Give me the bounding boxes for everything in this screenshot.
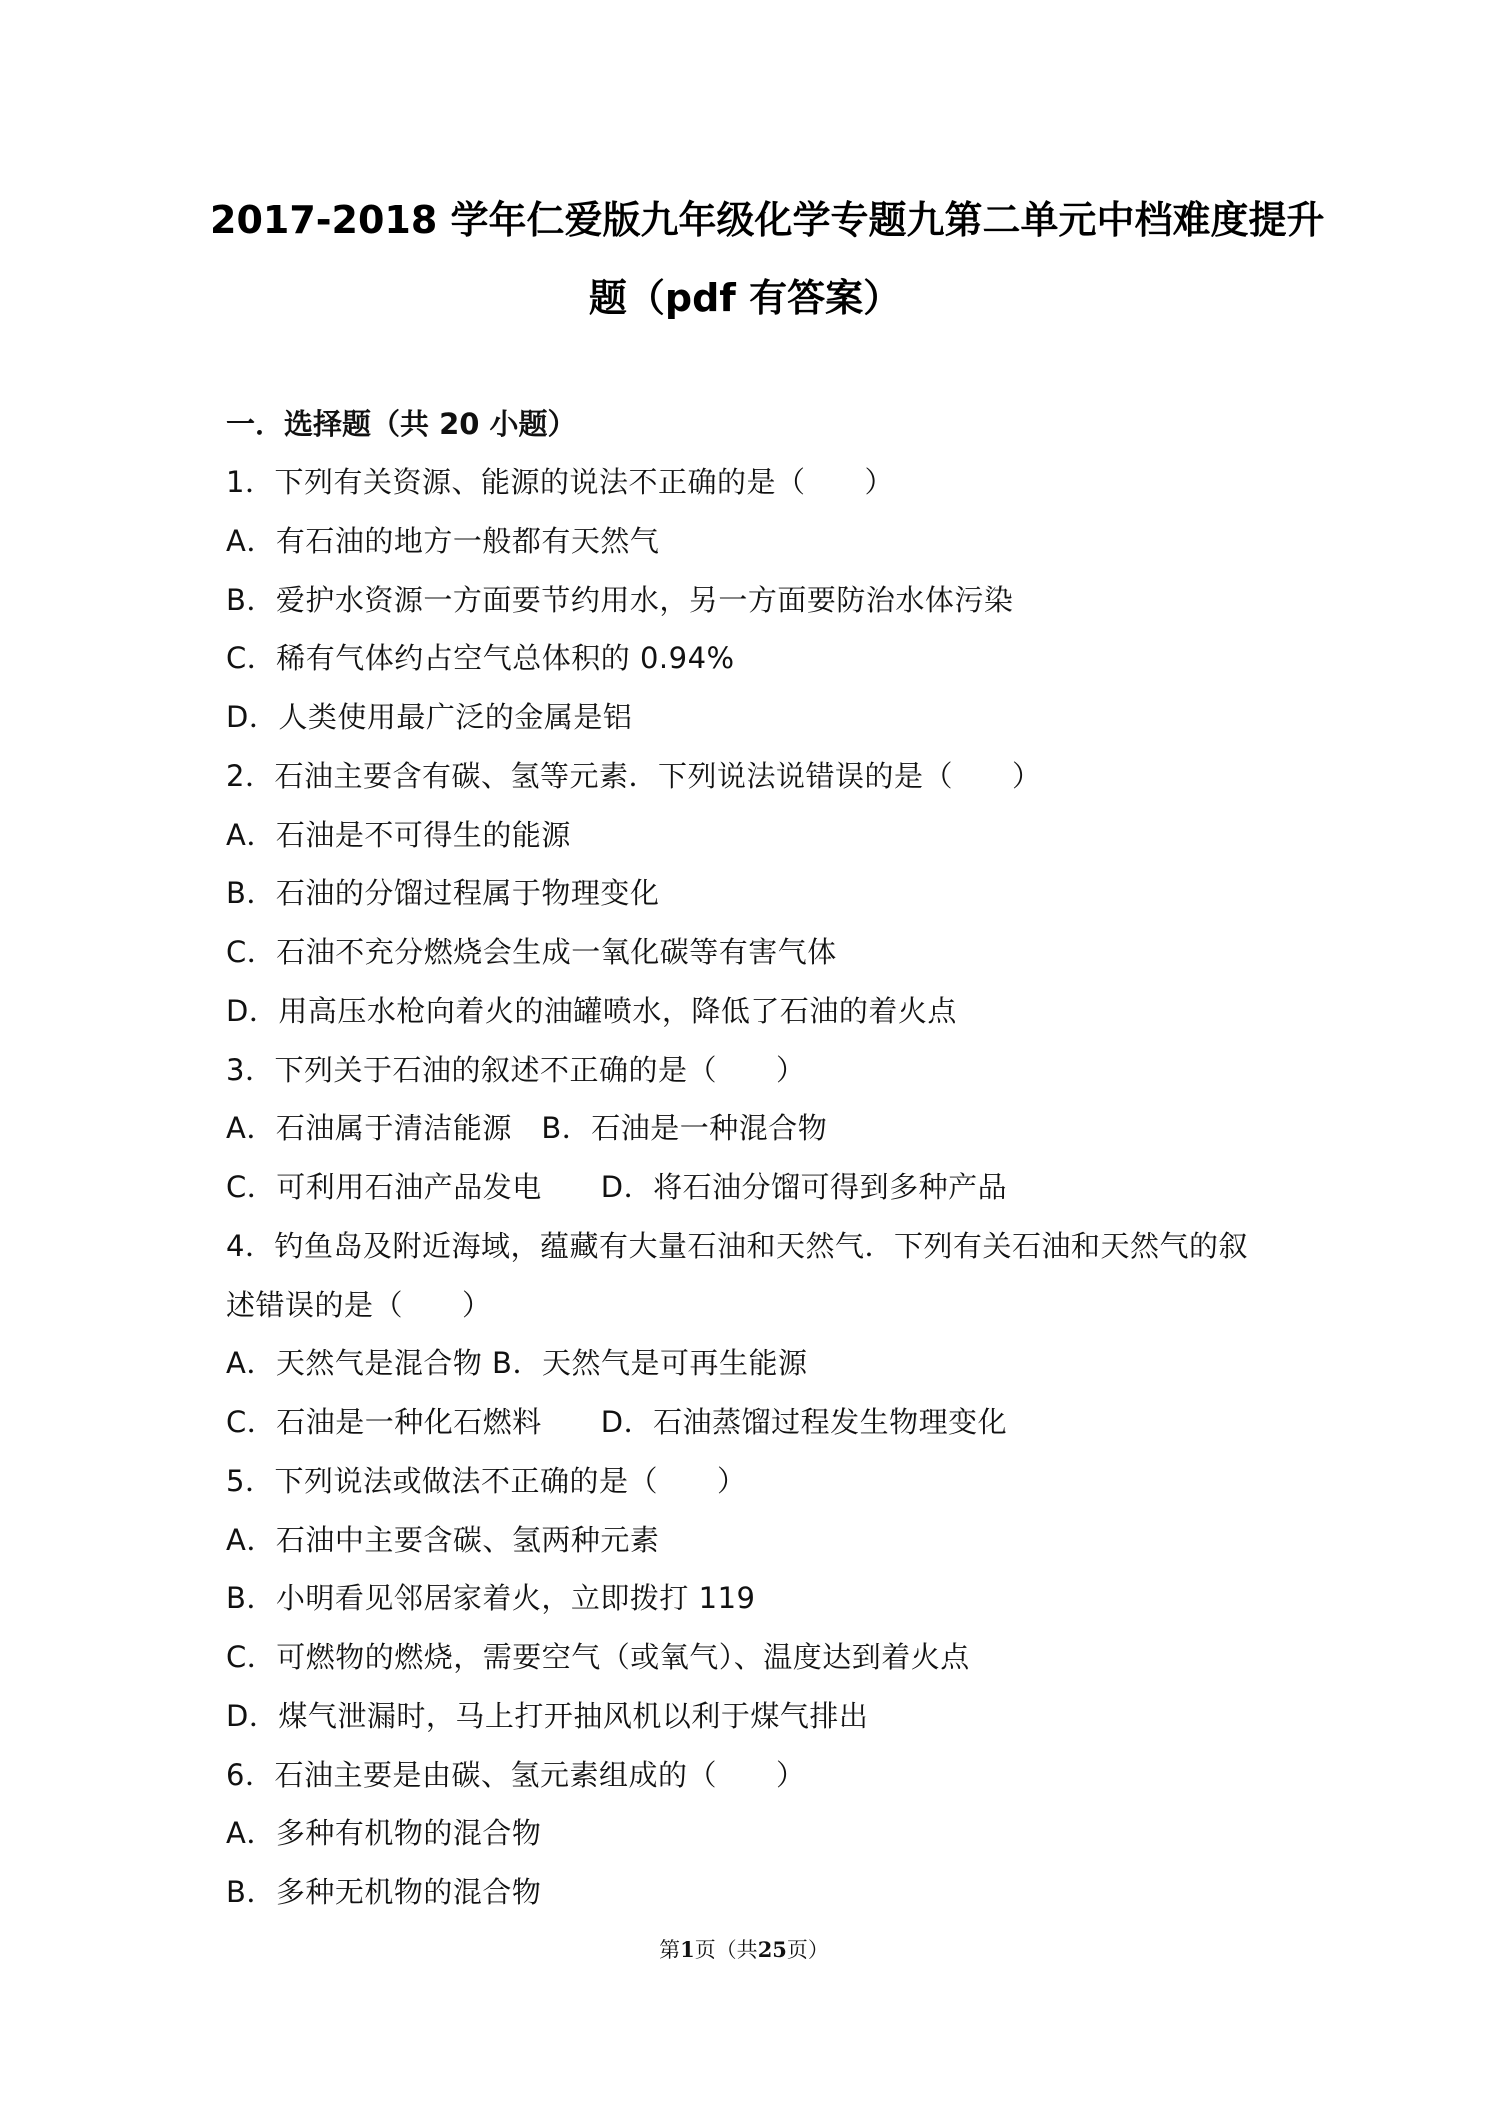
question-5-option-b: B．小明看见邻居家着火，立即拨打 119 [226,1581,756,1616]
page-footer [0,1936,1488,1964]
question-1-option-c: C．稀有气体约占空气总体积的 0.94% [226,641,735,676]
question-1-option-a: A．有石油的地方一般都有天然气 [226,523,660,558]
question-5-option-a: A．石油中主要含碳、氢两种元素 [226,1522,660,1557]
question-2-option-b: B．石油的分馏过程属于物理变化 [226,876,660,911]
question-4-stem: 4．钓鱼岛及附近海域，蕴藏有大量石油和天然气．下列有关石油和天然气的叙 [226,1228,1248,1263]
question-list [226,462,1286,1931]
question-1-option-d: D．人类使用最广泛的金属是铝 [226,700,633,734]
question-3-stem: 3．下列关于石油的叙述不正确的是（ ） [226,1052,806,1087]
question-5-option-c: C．可燃物的燃烧，需要空气（或氧气）、温度达到着火点 [226,1640,970,1674]
question-5-option-d: D．煤气泄漏时，马上打开抽风机以利于煤气排出 [226,1698,869,1733]
question-1-stem: 1．下列有关资源、能源的说法不正确的是（ ） [226,465,894,499]
question-1-option-b: B．爱护水资源一方面要节约用水，另一方面要防治水体污染 [226,582,1014,617]
question-4-options-cd: C．石油是一种化石燃料 D．石油蒸馏过程发生物理变化 [226,1405,1008,1439]
question-2-stem: 2．石油主要含有碳、氢等元素．下列说法说错误的是（ ） [226,758,1042,793]
question-2-option-a: A．石油是不可得生的能源 [226,817,571,852]
question-6-option-b: B．多种无机物的混合物 [226,1875,542,1909]
footer-prefix: 第 [659,1938,681,1962]
section-heading: 一．选择题（共 20 小题） [226,407,577,441]
footer-page-number: 1 [680,1937,695,1962]
document-title-line-2: 题（pdf 有答案） [588,276,902,320]
footer-middle: 页（共 [694,1938,758,1962]
question-5-stem: 5．下列说法或做法不正确的是（ ） [226,1463,747,1498]
document-title-line-1: 2017-2018 学年仁爱版九年级化学专题九第二单元中档难度提升 [210,198,1325,242]
footer-total-pages: 25 [757,1937,787,1962]
question-3-options-ab: A．石油属于清洁能源 B．石油是一种混合物 [226,1111,828,1146]
question-4-stem-continued: 述错误的是（ ） [226,1287,492,1322]
question-6-option-a: A．多种有机物的混合物 [226,1816,542,1851]
question-3-options-cd: C．可利用石油产品发电 D．将石油分馏可得到多种产品 [226,1170,1008,1204]
question-6-stem: 6．石油主要是由碳、氢元素组成的（ ） [226,1757,806,1792]
question-2-option-d: D．用高压水枪向着火的油罐喷水，降低了石油的着火点 [226,993,957,1028]
question-2-option-c: C．石油不充分燃烧会生成一氧化碳等有害气体 [226,935,837,969]
footer-suffix: 页） [786,1938,829,1962]
question-4-options-ab: A．天然气是混合物 B．天然气是可再生能源 [226,1346,808,1381]
